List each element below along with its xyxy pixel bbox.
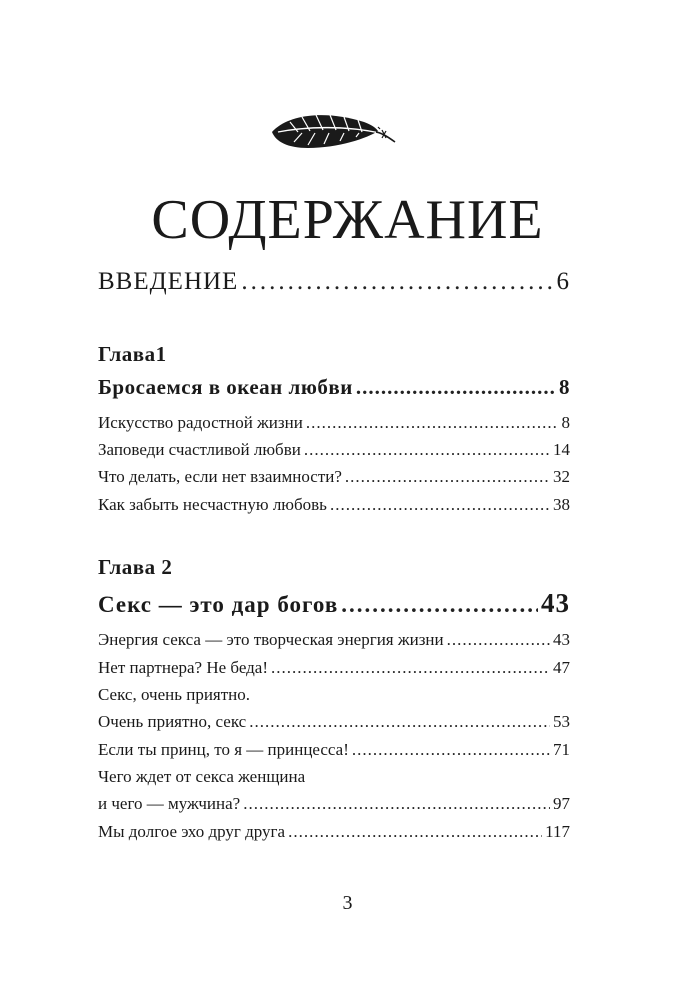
chapter-2-title-entry[interactable] (98, 588, 570, 619)
toc-entry-page: 97 (553, 794, 570, 813)
toc-leader (249, 712, 550, 732)
toc-leader (352, 740, 550, 760)
toc-intro[interactable] (98, 268, 570, 296)
page-title: СОДЕРЖАНИЕ (151, 189, 544, 251)
toc-leader (288, 822, 542, 842)
toc-intro-label: ВВЕДЕНИЕ (98, 268, 239, 295)
toc-leader (241, 268, 553, 296)
toc-entry-page: 53 (553, 712, 570, 731)
toc-entry-label: Заповеди счастливой любви (98, 440, 301, 459)
toc-entry-page: 32 (553, 467, 570, 486)
chapter-2-title: Секс — это дар богов (98, 592, 339, 617)
toc-entry-line[interactable]: Секс, очень приятно. (98, 685, 251, 704)
chapter-2-page: 43 (541, 588, 570, 618)
toc-entry-label: Если ты принц, то я — принцесса! (98, 740, 349, 759)
chapter-1-page: 8 (559, 375, 570, 399)
toc-entry-label: Очень приятно, секс (98, 712, 247, 731)
toc-entry-page: 117 (545, 822, 570, 841)
toc-entry[interactable] (98, 794, 570, 814)
toc-entry-label: Мы долгое эхо друг друга (98, 822, 286, 841)
chapter-2-heading: Глава 2 (98, 555, 173, 579)
toc-entry[interactable] (98, 630, 570, 650)
toc-entry[interactable] (98, 467, 570, 487)
toc-entry-label: Что делать, если нет взаимности? (98, 467, 342, 486)
toc-leader (271, 658, 550, 678)
toc-entry-page: 14 (553, 440, 570, 459)
toc-entry-page: 38 (553, 495, 570, 514)
chapter-1-title: Бросаемся в океан любви (98, 375, 353, 399)
toc-entry[interactable] (98, 413, 570, 433)
feather-icon (268, 108, 398, 160)
toc-entry-label: Как забыть несчастную любовь (98, 495, 327, 514)
toc-entry[interactable] (98, 740, 570, 760)
toc-entry-label: Нет партнера? Не беда! (98, 658, 269, 677)
toc-entry[interactable] (98, 440, 570, 460)
toc-entry[interactable] (98, 712, 570, 732)
toc-entry-label: Энергия секса — это творческая энергия жизни (98, 630, 444, 649)
toc-entry-line[interactable]: Чего ждет от секса женщина (98, 767, 306, 786)
toc-entry-page: 43 (553, 630, 570, 649)
toc-leader (341, 592, 538, 618)
toc-entry-page: 8 (561, 413, 570, 432)
page-number: 3 (342, 892, 353, 914)
toc-leader (345, 467, 550, 487)
toc-entry[interactable] (98, 822, 570, 842)
toc-leader (243, 794, 550, 814)
toc-leader (304, 440, 550, 460)
chapter-1-title-entry[interactable] (98, 375, 570, 400)
toc-entry[interactable] (98, 658, 570, 678)
toc-leader (306, 413, 559, 433)
toc-entry-page: 71 (553, 740, 570, 759)
toc-intro-page: 6 (556, 268, 570, 295)
toc-entry-label: Искусство радостной жизни (98, 413, 303, 432)
toc-leader (356, 375, 556, 400)
toc-leader (447, 630, 550, 650)
toc-entry[interactable] (98, 495, 570, 515)
toc-entry-label: и чего — мужчина? (98, 794, 241, 813)
toc-leader (330, 495, 550, 515)
toc-entry-page: 47 (553, 658, 570, 677)
chapter-1-heading: Глава1 (98, 342, 167, 366)
